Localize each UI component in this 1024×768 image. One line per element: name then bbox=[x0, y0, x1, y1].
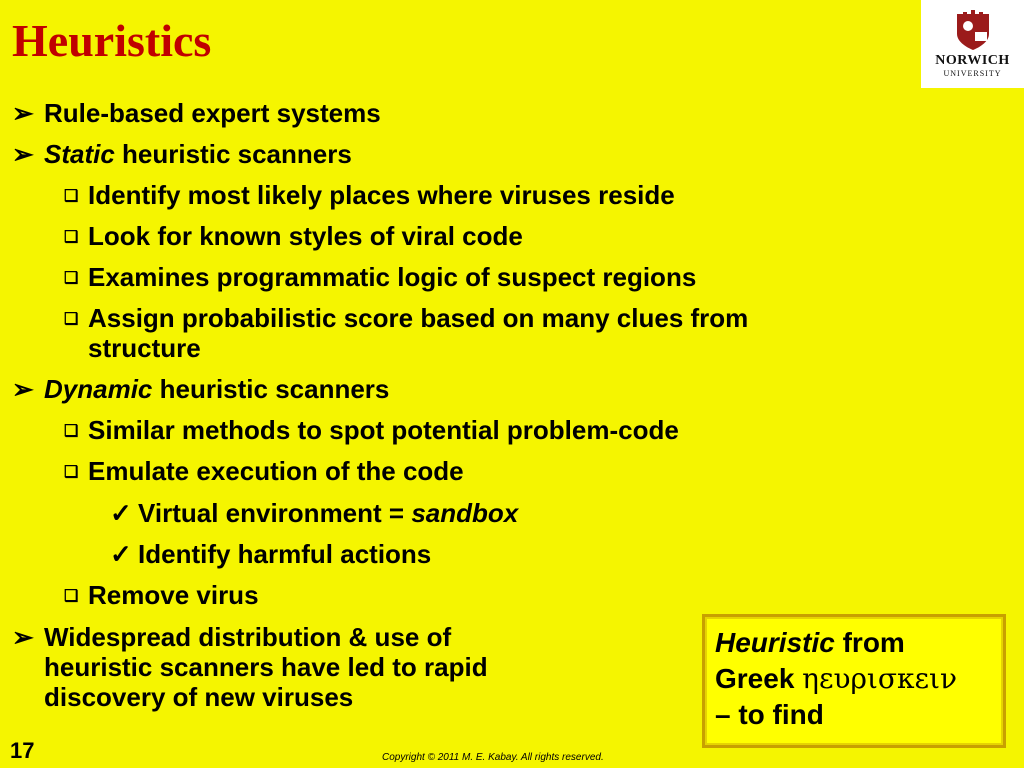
sub-bullet-identify-places: ❑ Identify most likely places where viruses reside bbox=[64, 180, 675, 210]
slide-title: Heuristics bbox=[12, 15, 212, 66]
university-logo bbox=[921, 0, 1024, 88]
square-bullet-icon: ❑ bbox=[64, 188, 79, 205]
arrow-bullet-icon: ➢ bbox=[12, 139, 34, 169]
sub-bullet-emulate-execution: ❑ Emulate execution of the code bbox=[64, 456, 464, 486]
sub-bullet-similar-methods: ❑ Similar methods to spot potential problem-code bbox=[64, 415, 679, 445]
square-bullet-icon: ❑ bbox=[64, 270, 79, 287]
square-bullet-icon: ❑ bbox=[64, 311, 79, 328]
greek-word: ηευρισκειν bbox=[802, 662, 958, 695]
bullet-widespread-distribution-cont1: heuristic scanners have led to rapid bbox=[44, 652, 488, 682]
crest-icon bbox=[953, 10, 993, 52]
checkmark-icon: ✓ bbox=[110, 498, 132, 528]
bullet-rule-based: ➢ Rule-based expert systems bbox=[12, 98, 381, 128]
arrow-bullet-icon: ➢ bbox=[12, 374, 34, 404]
check-bullet-harmful-actions: ✓ Identify harmful actions bbox=[110, 539, 432, 569]
sub-bullet-probabilistic-score-cont: structure bbox=[88, 333, 201, 363]
check-bullet-virtual-environment: ✓ Virtual environment = sandbox bbox=[110, 498, 519, 528]
sub-bullet-known-styles: ❑ Look for known styles of viral code bbox=[64, 221, 523, 251]
arrow-bullet-icon: ➢ bbox=[12, 98, 34, 128]
square-bullet-icon: ❑ bbox=[64, 588, 79, 605]
logo-name: NORWICH bbox=[935, 53, 1010, 68]
arrow-bullet-icon: ➢ bbox=[12, 622, 34, 652]
checkmark-icon: ✓ bbox=[110, 539, 132, 569]
bullet-static-scanners: ➢ Static heuristic scanners bbox=[12, 139, 352, 169]
square-bullet-icon: ❑ bbox=[64, 464, 79, 481]
square-bullet-icon: ❑ bbox=[64, 423, 79, 440]
callout-term: Heuristic bbox=[715, 627, 835, 658]
page-number: 17 bbox=[10, 738, 35, 763]
sub-bullet-probabilistic-score: ❑ Assign probabilistic score based on many clues from bbox=[64, 303, 749, 333]
bullet-widespread-distribution-cont2: discovery of new viruses bbox=[44, 682, 354, 712]
copyright-notice: Copyright © 2011 M. E. Kabay. All rights reserved. bbox=[382, 752, 604, 763]
etymology-callout: Heuristic from Greek ηευρισκειν – to find bbox=[702, 614, 1006, 748]
square-bullet-icon: ❑ bbox=[64, 229, 79, 246]
bullet-widespread-distribution: ➢ Widespread distribution & use of bbox=[12, 622, 452, 652]
sub-bullet-remove-virus: ❑ Remove virus bbox=[64, 580, 259, 610]
logo-subname: UNIVERSITY bbox=[943, 69, 1002, 78]
bullet-dynamic-scanners: ➢ Dynamic heuristic scanners bbox=[12, 374, 390, 404]
sub-bullet-programmatic-logic: ❑ Examines programmatic logic of suspect regions bbox=[64, 262, 697, 292]
